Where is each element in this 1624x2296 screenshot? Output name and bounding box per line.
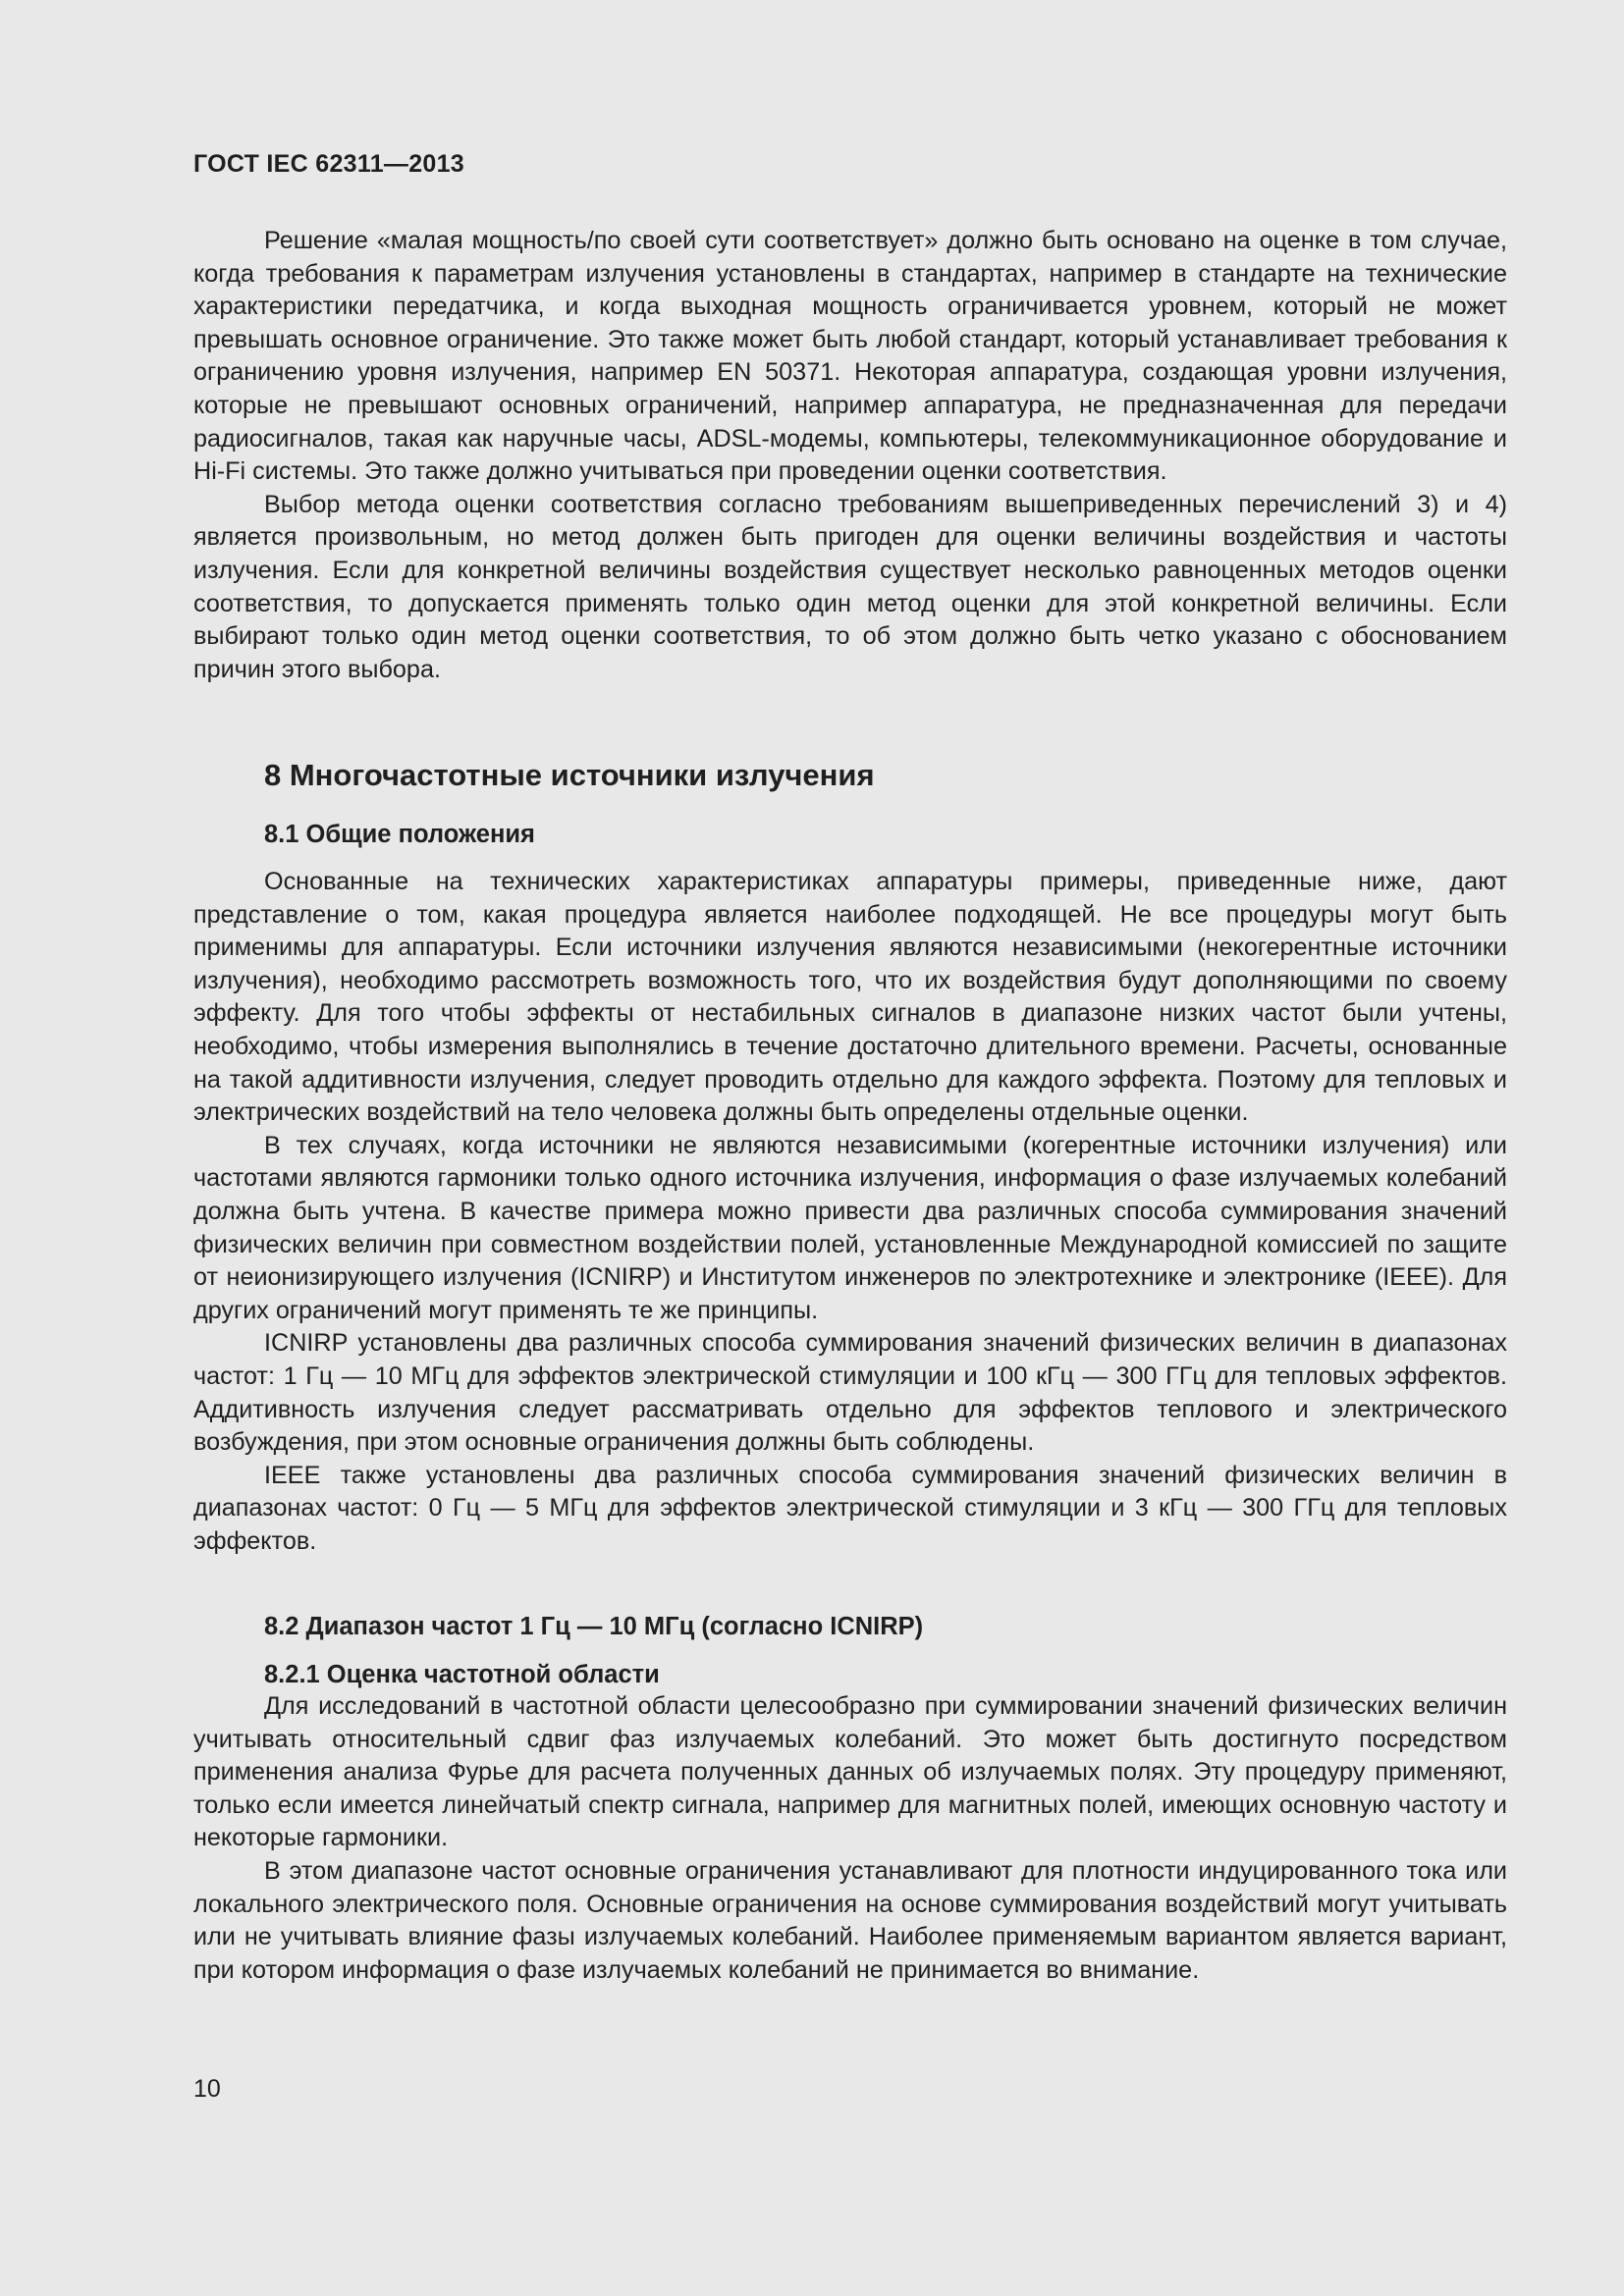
subsection-heading: 8.1 Общие положения [264, 821, 535, 848]
paragraph: В этом диапазоне частот основные ограничения устанавливают для плотности индуцированного тока или локального электрического поля. Основные ограничения на основе суммирования воздействий могут учитывать или не учитывать влияние фазы излучаемых колебаний. Наиболее применяемым вариантом является вариант, при котором информация о фазе излучаемых колебаний не принимается во внимание. [193, 1856, 1507, 1984]
page-number: 10 [193, 2075, 221, 2103]
subsubsection-heading: 8.2.1 Оценка частотной области [264, 1661, 660, 1688]
paragraph: В тех случаях, когда источники не являются независимыми (когерентные источники излучения) или частотами являются гармоники только одного источника излучения, информация о фазе излучаемых колебаний должна быть учтена. В качестве примера можно привести два различных способа суммирования значений физических величин при совместном воздействии полей, установленные Международной комиссией по защите от неионизирующего излучения (ICNIRP) и Институтом инженеров по электротехнике и электронике (IEEE). Для других ограничений могут применять те же принципы. [193, 1131, 1507, 1324]
subsection-text-block [193, 866, 1507, 1558]
intro-text-block [193, 225, 1507, 686]
paragraph: Решение «малая мощность/по своей сути соответствует» должно быть основано на оценке в том случае, когда требования к параметрам излучения установлены в стандартах, например в стандарте на технические характеристики передатчика, и когда выходная мощность ограничивается уровнем, который не может превышать основное ограничение. Это также может быть любой стандарт, который устанавливает требования к ограничению уровня излучения, например EN 50371. Некоторая аппаратура, создающая уровни излучения, которые не превышают основных ограничений, например аппаратура, не предназначенная для передачи радиосигналов, такая как наручные часы, ADSL-модемы, компьютеры, телекоммуникационное оборудование и Hi-Fi системы. Это также должно учитываться при проведении оценки соответствия. [193, 227, 1507, 486]
section-heading: 8 Многочастотные источники излучения [264, 758, 875, 792]
paragraph: ICNIRP установлены два различных способа суммирования значений физических величин в диапазонах частот: 1 Гц — 10 МГц для эффектов электрической стимуляции и 100 кГц — 300 ГГц для тепловых эффектов. Аддитивность излучения следует рассматривать отдельно для эффектов теплового и электрического возбуждения, при этом основные ограничения должны быть соблюдены. [193, 1329, 1507, 1457]
paragraph: IEEE также установлены два различных способа суммирования значений физических величин в диапазонах частот: 0 Гц — 5 МГц для эффектов электрической стимуляции и 3 кГц — 300 ГГц для тепловых эффектов. [193, 1461, 1507, 1555]
paragraph: Основанные на технических характеристиках аппаратуры примеры, приведенные ниже, дают представление о том, какая процедура является наиболее подходящей. Не все процедуры могут быть применимы для аппаратуры. Если источники излучения являются независимыми (некогерентные источники излучения), необходимо рассмотреть возможность того, что их воздействия будут дополняющими по своему эффекту. Для того чтобы эффекты от нестабильных сигналов в диапазоне низких частот были учтены, необходимо, чтобы измерения выполнялись в течение достаточно длительного времени. Расчеты, основанные на такой аддитивности излучения, следует проводить отдельно для каждого эффекта. Поэтому для тепловых и электрических воздействий на тело человека должны быть определены отдельные оценки. [193, 868, 1507, 1127]
document-code-header: ГОСТ IEC 62311—2013 [193, 150, 465, 178]
subsection-heading: 8.2 Диапазон частот 1 Гц — 10 МГц (согласно ICNIRP) [264, 1613, 924, 1640]
subsubsection-text-block [193, 1690, 1507, 1987]
paragraph: Выбор метода оценки соответствия согласно требованиям вышеприведенных перечислений 3) и 4) является произвольным, но метод должен быть пригоден для оценки величины воздействия и частоты излучения. Если для конкретной величины воздействия существует несколько равноценных методов оценки соответствия, то допускается применять только один метод оценки для этой конкретной величины. Если выбирают только один метод оценки соответствия, то об этом должно быть четко указано с обоснованием причин этого выбора. [193, 490, 1507, 683]
paragraph: Для исследований в частотной области целесообразно при суммировании значений физических величин учитывать относительный сдвиг фаз излучаемых колебаний. Это может быть достигнуто посредством применения анализа Фурье для расчета полученных данных об излучаемых полях. Эту процедуру применяют, только если имеется линейчатый спектр сигнала, например для магнитных полей, имеющих основную частоту и некоторые гармоники. [193, 1692, 1507, 1852]
